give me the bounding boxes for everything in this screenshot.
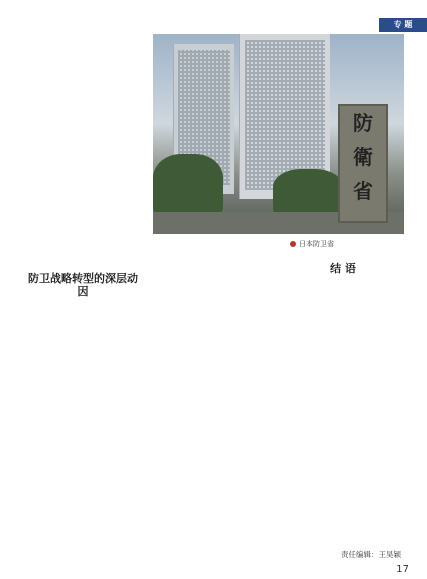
windows [245,40,325,190]
sign-char: 衛 [353,145,373,169]
sign-char: 省 [353,179,373,203]
conclusion-heading: 结 语 [330,262,356,275]
photo-caption [290,239,400,249]
ministry-sign [338,104,388,223]
caption-text: 日本防卫省 [299,240,334,248]
page-footer [0,563,427,579]
page-number: 17 [396,564,409,575]
editor-credit: 责任编辑：王昊颖 [341,550,401,559]
defense-ministry-photo [153,34,404,234]
caption-bullet-icon [290,241,296,247]
page-header [0,0,427,34]
section-heading: 防卫战略转型的深层动因 [28,272,138,299]
section-tab: 专 题 [379,18,427,32]
column-1-bottom [24,272,142,298]
column-3 [284,262,402,275]
sign-char: 防 [353,111,373,135]
trees [153,154,223,214]
trees [273,169,343,214]
